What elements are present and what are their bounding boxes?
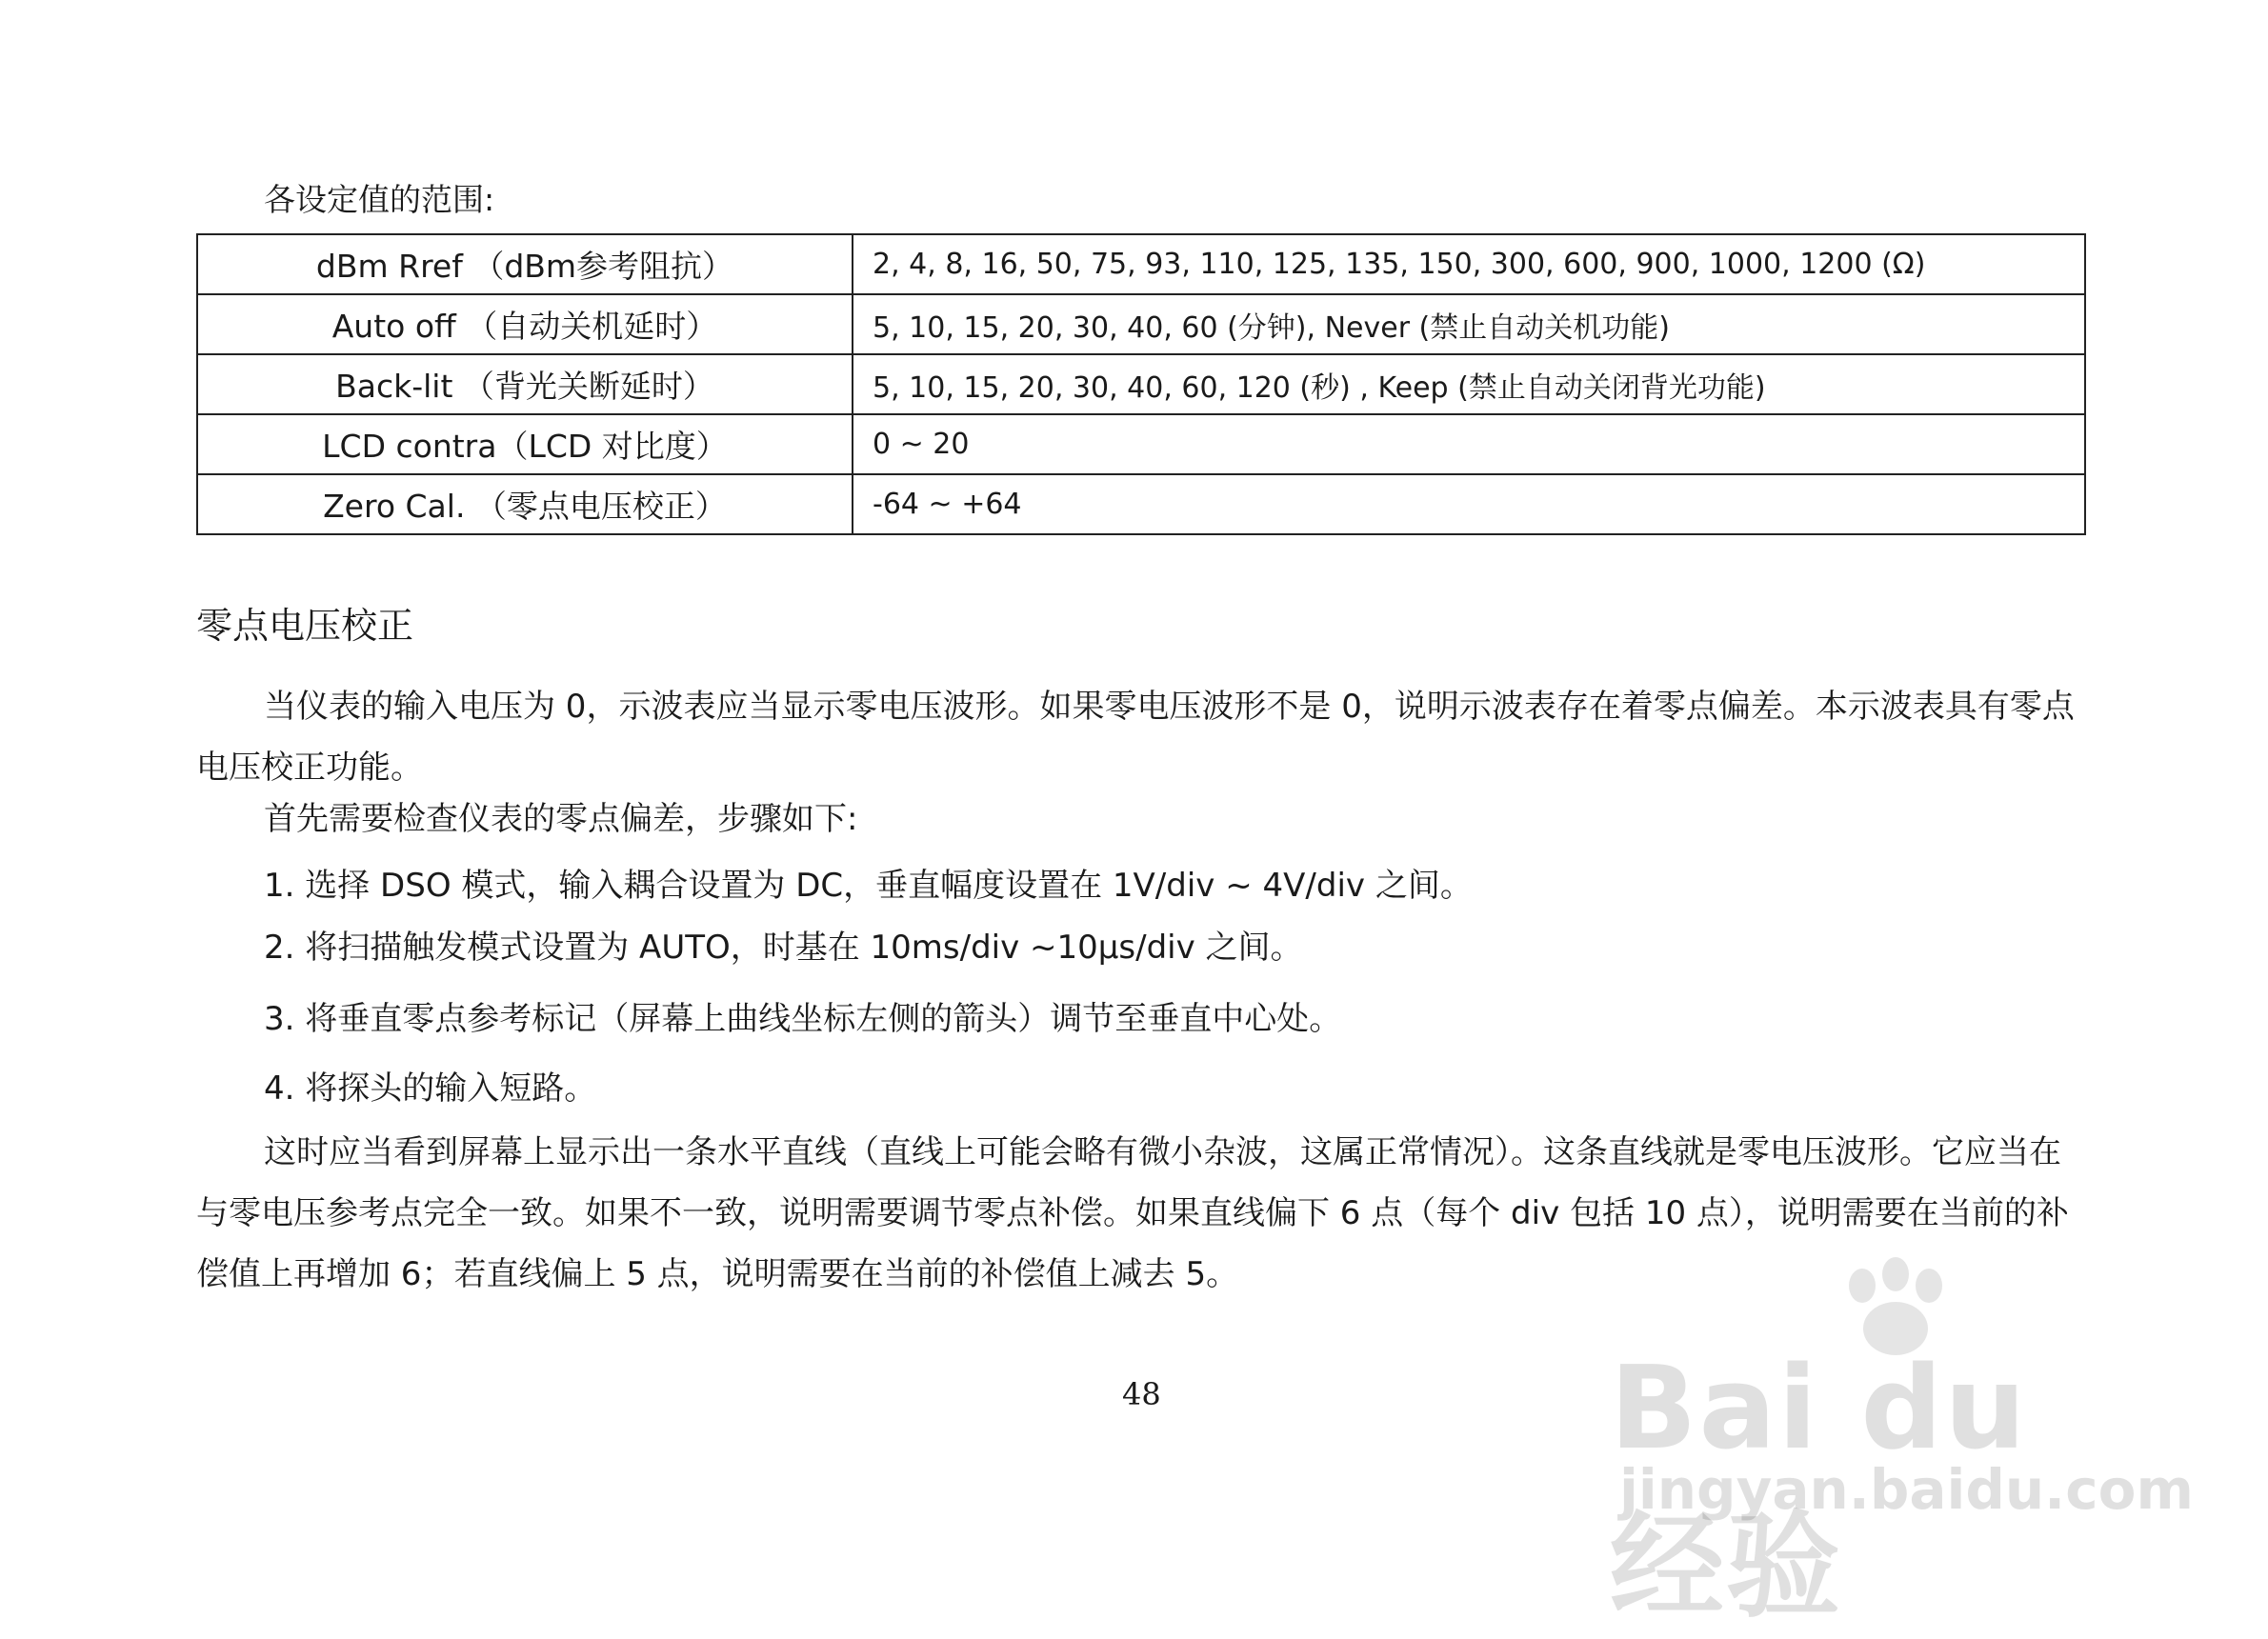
setting-range: 2, 4, 8, 16, 50, 75, 93, 110, 125, 135, 150, 300, 600, 900, 1000, 1200 (Ω) bbox=[853, 234, 2085, 294]
table-row bbox=[197, 294, 2085, 354]
paragraph-text: 当仪表的输入电压为 0，示波表应当显示零电压波形。如果零电压波形不是 0，说明示波表存在着零点偏差。本示波表具有零点电压校正功能。 bbox=[196, 688, 2075, 787]
setting-name: Back-lit （背光关断延时） bbox=[197, 354, 853, 414]
paragraph-intro bbox=[196, 676, 2092, 798]
setting-range: -64 ~ +64 bbox=[853, 474, 2085, 534]
setting-range: 0 ~ 20 bbox=[853, 414, 2085, 474]
table-caption: 各设定值的范围: bbox=[264, 181, 495, 218]
paragraph-text: 首先需要检查仪表的零点偏差，步骤如下: bbox=[264, 800, 858, 838]
setting-range: 5, 10, 15, 20, 30, 40, 60, 120 (秒) , Keep (禁止自动关闭背光功能) bbox=[853, 354, 2085, 414]
table-row bbox=[197, 234, 2085, 294]
setting-range: 5, 10, 15, 20, 30, 40, 60 (分钟), Never (禁止自动关机功能) bbox=[853, 294, 2085, 354]
step-item: 4. 将探头的输入短路。 bbox=[264, 1069, 597, 1108]
watermark-site: jingyan.baidu.com bbox=[1619, 1457, 2194, 1522]
step-item: 1. 选择 DSO 模式，输入耦合设置为 DC，垂直幅度设置在 1V/div ~ 4V/div 之间。 bbox=[264, 867, 1473, 905]
setting-name: Auto off （自动关机延时） bbox=[197, 294, 853, 354]
watermark-logo: Bai du 经验 bbox=[1610, 1343, 2028, 1633]
step-item: 2. 将扫描触发模式设置为 AUTO，时基在 10ms/div ~10μs/div 之间。 bbox=[264, 929, 1303, 967]
section-heading: 零点电压校正 bbox=[196, 605, 414, 647]
baidu-watermark bbox=[1610, 1257, 2194, 1633]
table-row bbox=[197, 354, 2085, 414]
paragraph-text: 这时应当看到屏幕上显示出一条水平直线（直线上可能会略有微小杂波，这属正常情况）。这条直线就是零电压波形。它应当在与零电压参考点完全一致。如果不一致，说明需要调节零点补偿。如果直线偏下 6 点（每个 div 包括 10 点），说明需要在当前的补偿值上再增加 6；若直线偏上 5 点，说明需要在当前的补偿值上减去 5。 bbox=[196, 1133, 2069, 1293]
setting-name: LCD contra（LCD 对比度） bbox=[197, 414, 853, 474]
settings-range-table bbox=[196, 233, 2086, 535]
step-item: 3. 将垂直零点参考标记（屏幕上曲线坐标左侧的箭头）调节至垂直中心处。 bbox=[264, 1000, 1342, 1038]
setting-name: Zero Cal. （零点电压校正） bbox=[197, 474, 853, 534]
setting-name: dBm Rref （dBm参考阻抗） bbox=[197, 234, 853, 294]
page-number: 48 bbox=[1122, 1376, 1161, 1412]
paragraph-steps-intro bbox=[196, 795, 2092, 843]
table-row bbox=[197, 474, 2085, 534]
table-row bbox=[197, 414, 2085, 474]
